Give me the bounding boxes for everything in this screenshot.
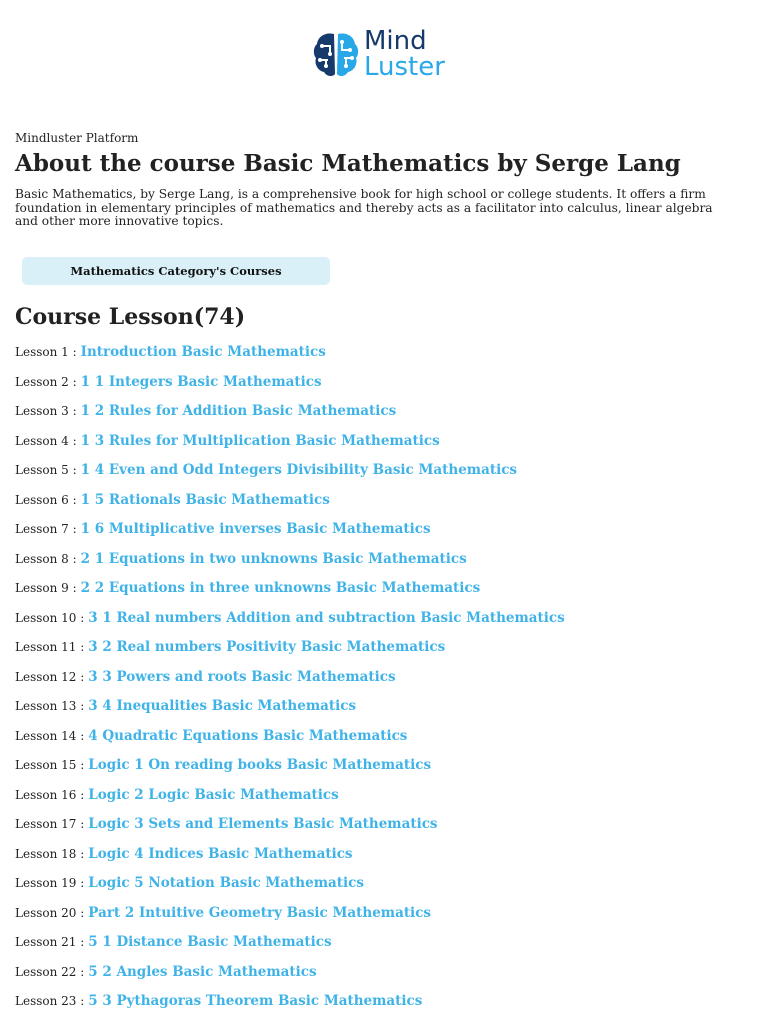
lesson-number: Lesson 3 : (15, 404, 77, 418)
lesson-link[interactable]: Introduction Basic Mathematics (80, 344, 326, 360)
lesson-number: Lesson 20 : (15, 905, 85, 920)
lesson-link[interactable]: 3 3 Powers and roots Basic Mathematics (88, 668, 396, 685)
lesson-item (15, 964, 565, 994)
lesson-item (15, 846, 565, 876)
lesson-list (15, 344, 565, 1023)
lesson-number: Lesson 8 : (15, 551, 77, 566)
logo-text-mind: Mind (364, 26, 427, 56)
lesson-item (15, 787, 565, 817)
lesson-link[interactable]: 2 2 Equations in three unknowns Basic Mathematics (80, 580, 481, 596)
lesson-item (15, 698, 565, 728)
lesson-link[interactable]: 1 2 Rules for Addition Basic Mathematics (80, 403, 397, 419)
lesson-number: Lesson 15 : (15, 758, 85, 772)
lesson-link[interactable]: 3 4 Inequalities Basic Mathematics (88, 698, 357, 714)
lesson-item (15, 934, 565, 964)
lesson-item (15, 344, 565, 374)
lesson-number: Lesson 14 : (15, 728, 85, 743)
lesson-link[interactable]: 5 1 Distance Basic Mathematics (88, 934, 332, 950)
lesson-item (15, 669, 565, 699)
lesson-item (15, 639, 565, 669)
lesson-number: Lesson 12 : (15, 669, 85, 684)
lesson-link[interactable]: Logic 2 Logic Basic Mathematics (88, 786, 339, 803)
lesson-item (15, 433, 565, 463)
lesson-link[interactable]: Logic 3 Sets and Elements Basic Mathematics (88, 816, 438, 832)
lesson-link[interactable]: 5 3 Pythagoras Theorem Basic Mathematics (88, 993, 423, 1009)
lesson-number: Lesson 17 : (15, 817, 85, 831)
lesson-link[interactable]: 3 1 Real numbers Addition and subtraction Basic Mathematics (88, 609, 565, 626)
lesson-link[interactable]: 4 Quadratic Equations Basic Mathematics (88, 727, 408, 744)
lesson-item (15, 580, 565, 610)
lesson-link[interactable]: 1 4 Even and Odd Integers Divisibility Basic Mathematics (80, 462, 518, 478)
lesson-item (15, 462, 565, 492)
lesson-number: Lesson 4 : (15, 433, 77, 448)
lesson-link[interactable]: 2 1 Equations in two unknowns Basic Mathematics (80, 550, 467, 567)
lesson-number: Lesson 7 : (15, 522, 77, 536)
lesson-item (15, 993, 565, 1023)
lessons-heading: Course Lesson(74) (15, 304, 246, 330)
lesson-number: Lesson 11 : (15, 640, 85, 654)
lesson-link[interactable]: 1 1 Integers Basic Mathematics (80, 373, 322, 390)
lesson-item (15, 728, 565, 758)
lesson-number: Lesson 5 : (15, 463, 77, 477)
lesson-item (15, 875, 565, 905)
lesson-number: Lesson 19 : (15, 876, 85, 890)
lesson-link[interactable]: Part 2 Intuitive Geometry Basic Mathematics (88, 904, 432, 921)
lesson-link[interactable]: Logic 5 Notation Basic Mathematics (88, 875, 364, 891)
lesson-link[interactable]: 1 6 Multiplicative inverses Basic Mathematics (80, 521, 431, 537)
lesson-item (15, 521, 565, 551)
platform-label: Mindluster Platform (15, 131, 139, 145)
category-courses-button[interactable]: Mathematics Category's Courses (22, 257, 330, 285)
lesson-item (15, 816, 565, 846)
lesson-number: Lesson 6 : (15, 492, 77, 507)
lesson-number: Lesson 22 : (15, 964, 85, 979)
lesson-number: Lesson 13 : (15, 699, 85, 713)
lesson-item (15, 403, 565, 433)
lesson-number: Lesson 9 : (15, 581, 77, 595)
lesson-number: Lesson 21 : (15, 935, 85, 949)
lesson-link[interactable]: 1 5 Rationals Basic Mathematics (80, 491, 330, 508)
lesson-number: Lesson 16 : (15, 787, 85, 802)
page-title: About the course Basic Mathematics by Serge Lang (15, 150, 681, 177)
lesson-link[interactable]: Logic 4 Indices Basic Mathematics (88, 845, 353, 862)
lesson-number: Lesson 18 : (15, 846, 85, 861)
lesson-number: Lesson 10 : (15, 610, 85, 625)
course-description: Basic Mathematics, by Serge Lang, is a comprehensive book for high school or college students. It offers a firm foundation in elementary principles of mathematics and thereby acts as a facilitator into calculus, linear algebra and other more innovative topics. (15, 187, 713, 228)
lesson-number: Lesson 23 : (15, 994, 85, 1008)
lesson-link[interactable]: Logic 1 On reading books Basic Mathematics (88, 757, 432, 773)
lesson-item (15, 492, 565, 522)
lesson-link[interactable]: 3 2 Real numbers Positivity Basic Mathematics (88, 639, 446, 655)
logo-text-luster: Luster (364, 52, 445, 82)
lesson-item (15, 551, 565, 581)
brain-icon (312, 28, 360, 80)
lesson-item (15, 757, 565, 787)
mindluster-logo[interactable] (312, 28, 445, 80)
lesson-number: Lesson 1 : (15, 345, 77, 359)
lesson-item (15, 610, 565, 640)
lesson-link[interactable]: 5 2 Angles Basic Mathematics (88, 963, 317, 980)
lesson-link[interactable]: 1 3 Rules for Multiplication Basic Mathematics (80, 432, 440, 449)
lesson-number: Lesson 2 : (15, 374, 77, 389)
lesson-item (15, 905, 565, 935)
lesson-item (15, 374, 565, 404)
